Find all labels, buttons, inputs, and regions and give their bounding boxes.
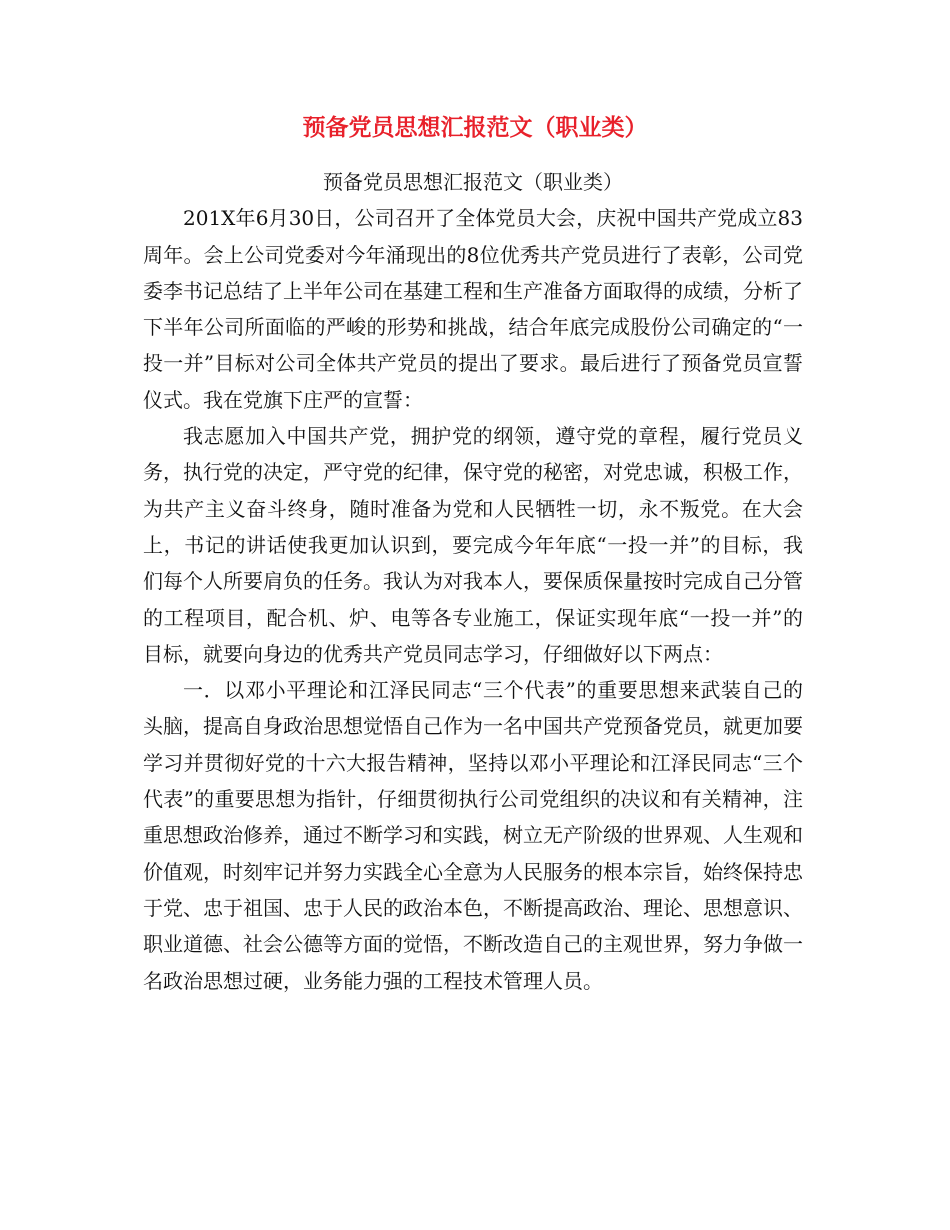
paragraph-meeting: 201X年6月30日，公司召开了全体党员大会，庆祝中国共产党成立83周年。会上公司党委对今年涌现出的8位优秀共产党员进行了表彰，公司党委李书记总结了上半年公司在基建工程和生产准备方面取得的成绩，分析了下半年公司所面临的严峻的形势和挑战，结合年底完成股份公司确定的“一投一并”目标对公司全体共产党员的提出了要求。最后进行了预备党员宣誓仪式。我在党旗下庄严的宣誓： bbox=[143, 206, 803, 412]
document-title: 预备党员思想汇报范文（职业类） bbox=[302, 114, 648, 141]
paragraph-oath: 我志愿加入中国共产党，拥护党的纲领，遵守党的章程，履行党员义务，执行党的决定，严守党的纪律，保守党的秘密，对党忠诚，积极工作，为共产主义奋斗终身，随时准备为党和人民牺牲一切，永不叛党。在大会上，书记的讲话使我更加认识到，要完成今年年底“一投一并”的目标，我们每个人所要肩负的任务。我认为对我本人，要保质保量按时完成自己分管的工程项目，配合机、炉、电等各专业施工，保证实现年底“一投一并”的目标，就要向身边的优秀共产党员同志学习，仔细做好以下两点： bbox=[143, 424, 803, 666]
document-body bbox=[143, 164, 803, 999]
paragraph-point-one: 一．以邓小平理论和江泽民同志“三个代表”的重要思想来武装自己的头脑，提高自身政治思想觉悟自己作为一名中国共产党预备党员，就更加要学习并贯彻好党的十六大报告精神，坚持以邓小平理论和江泽民同志“三个代表”的重要思想为指针，仔细贯彻执行公司党组织的决议和有关精神，注重思想政治修养，通过不断学习和实践，树立无产阶级的世界观、人生观和价值观，时刻牢记并努力实践全心全意为人民服务的根本宗旨，始终保持忠于党、忠于祖国、忠于人民的政治本色，不断提高政治、理论、思想意识、职业道德、社会公德等方面的觉悟，不断改造自己的主观世界，努力争做一名政治思想过硬，业务能力强的工程技术管理人员。 bbox=[143, 678, 803, 993]
document-subtitle: 预备党员思想汇报范文（职业类） bbox=[323, 170, 623, 194]
